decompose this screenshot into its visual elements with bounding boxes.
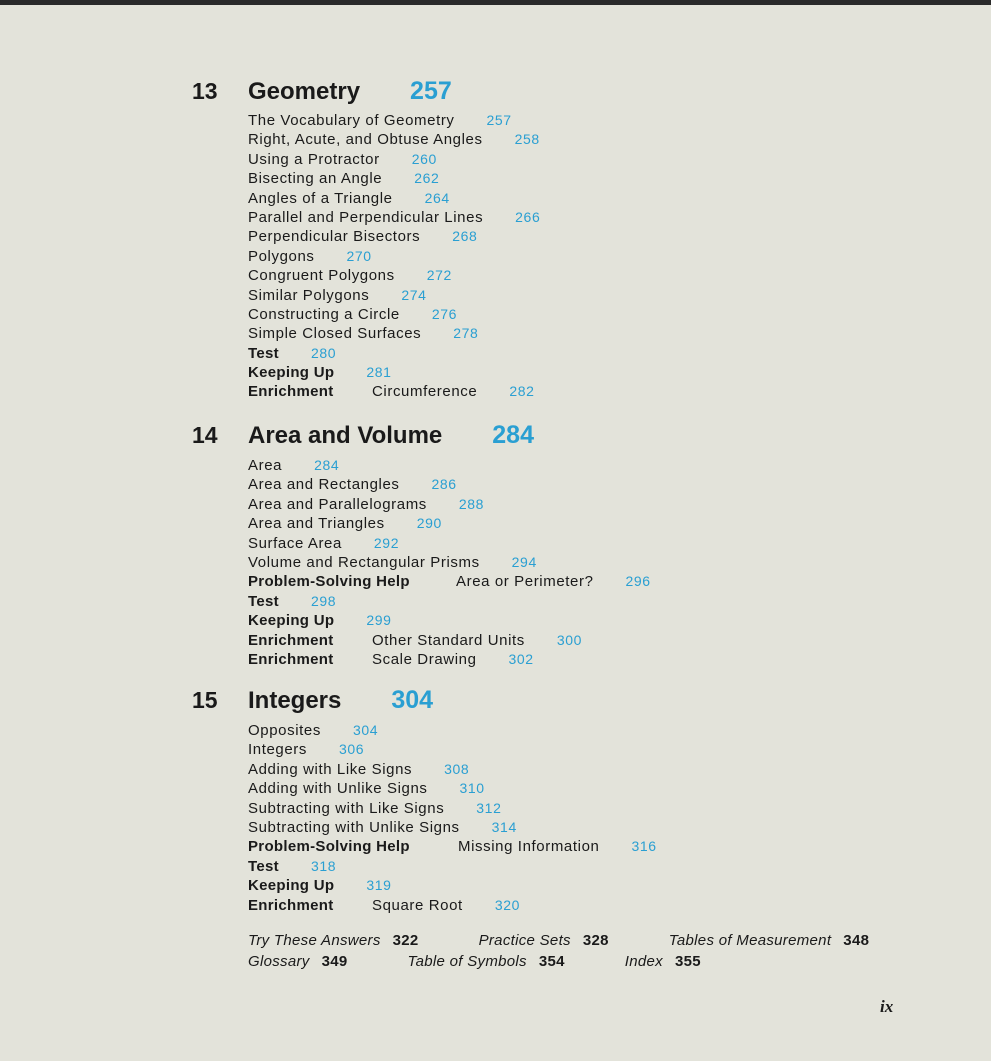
toc-entry[interactable] [248, 534, 537, 553]
entry-page[interactable]: 264 [424, 189, 450, 206]
entry-label: Subtracting with Unlike Signs [248, 818, 460, 836]
toc-entry[interactable] [248, 514, 537, 533]
entry-label: Congruent Polygons [248, 267, 395, 285]
toc-entry[interactable] [248, 631, 583, 650]
toc-entry[interactable] [248, 592, 537, 611]
entry-page[interactable]: 296 [625, 573, 651, 590]
entry-label: Surface Area [248, 534, 342, 552]
entry-label: Area and Parallelograms [248, 495, 427, 513]
toc-entry[interactable] [248, 150, 540, 169]
toc-entry[interactable] [248, 611, 537, 630]
toc-entry[interactable] [248, 475, 537, 494]
toc-entry[interactable] [248, 305, 540, 324]
toc-entry[interactable] [248, 740, 517, 759]
entry-label: Enrichment [248, 896, 334, 914]
back-matter-page[interactable]: 355 [674, 953, 701, 970]
toc-entry[interactable] [248, 189, 540, 208]
chapter-number: 14 [192, 422, 218, 448]
page-top-edge [0, 0, 991, 5]
chapter-number: 15 [192, 687, 218, 713]
entry-page[interactable]: 260 [411, 150, 437, 167]
entry-subtitle-text: Scale Drawing [372, 650, 477, 668]
entry-page[interactable]: 320 [494, 896, 520, 913]
entry-subtitle-text: Missing Information [458, 838, 600, 856]
entry-subtitle [372, 896, 520, 915]
entry-subtitle [372, 382, 535, 401]
back-matter-page[interactable]: 354 [538, 953, 565, 970]
toc-entry[interactable] [248, 286, 540, 305]
toc-entry[interactable] [248, 650, 537, 669]
entry-subtitle [372, 631, 582, 650]
entry-page[interactable]: 294 [511, 553, 537, 570]
toc-entry[interactable] [248, 363, 540, 382]
entry-label: The Vocabulary of Geometry [248, 112, 455, 129]
toc-entry[interactable] [248, 857, 517, 876]
entry-page[interactable]: 298 [310, 592, 337, 609]
back-matter-label[interactable]: Tables of Measurement [668, 932, 832, 949]
entry-page[interactable]: 270 [346, 247, 372, 264]
entry-label: Keeping Up [248, 364, 335, 382]
entry-page[interactable]: 304 [352, 722, 379, 738]
back-matter [248, 930, 929, 972]
toc-entry[interactable] [248, 876, 517, 895]
entry-label: Opposites [248, 722, 321, 739]
entry-page[interactable]: 299 [366, 612, 392, 629]
entry-page[interactable]: 258 [514, 131, 540, 148]
entry-label: Right, Acute, and Obtuse Angles [248, 131, 483, 149]
toc-entry[interactable] [248, 169, 540, 188]
back-matter-page[interactable]: 349 [321, 953, 348, 970]
entry-page[interactable]: 292 [373, 534, 400, 551]
entry-label: Enrichment [248, 383, 334, 401]
toc-entry[interactable] [248, 130, 540, 149]
entry-label: Adding with Unlike Signs [248, 780, 428, 798]
toc-entry[interactable] [248, 456, 537, 475]
entry-label: Adding with Like Signs [248, 760, 413, 778]
chapter-entries [248, 456, 651, 669]
entry-page[interactable]: 286 [431, 476, 457, 493]
back-matter-line [248, 951, 929, 972]
toc-entry[interactable] [248, 495, 537, 514]
toc-entry[interactable] [248, 896, 520, 915]
entry-subtitle-text: Other Standard Units [372, 631, 525, 649]
entry-page[interactable]: 308 [444, 760, 470, 777]
entry-label: Parallel and Perpendicular Lines [248, 208, 484, 226]
entry-subtitle-text: Circumference [372, 383, 478, 401]
entry-label: Constructing a Circle [248, 305, 400, 323]
toc-entry[interactable] [248, 572, 651, 591]
entry-page[interactable]: 318 [310, 857, 337, 874]
toc-entry[interactable] [248, 247, 540, 266]
entry-page[interactable]: 257 [486, 112, 512, 128]
back-matter-page[interactable]: 348 [843, 932, 870, 949]
entry-page[interactable]: 302 [508, 650, 534, 667]
back-matter-page[interactable]: 328 [582, 932, 609, 949]
entry-label: Subtracting with Like Signs [248, 799, 445, 817]
entry-label: Problem-Solving Help [248, 838, 410, 856]
toc-entry[interactable] [248, 760, 517, 779]
entry-page[interactable]: 282 [509, 383, 535, 400]
toc-entry[interactable] [248, 799, 517, 818]
entry-page[interactable]: 300 [556, 631, 583, 648]
entry-page[interactable]: 262 [414, 170, 440, 187]
toc-entry[interactable] [248, 382, 540, 401]
entry-page[interactable]: 280 [310, 344, 337, 361]
back-matter-page[interactable]: 322 [392, 932, 419, 949]
entry-label: Polygons [248, 247, 315, 265]
entry-subtitle [458, 837, 657, 856]
entry-page[interactable]: 276 [431, 305, 457, 322]
entry-page[interactable]: 316 [631, 838, 657, 855]
back-matter-line [248, 930, 929, 951]
entry-page[interactable]: 306 [339, 741, 365, 758]
chapter-page[interactable]: 304 [391, 686, 434, 714]
entry-label: Keeping Up [248, 877, 335, 895]
entry-label: Bisecting an Angle [248, 170, 383, 188]
entry-label: Integers [248, 741, 307, 759]
entry-page[interactable]: 288 [458, 495, 485, 512]
entry-page[interactable]: 284 [314, 457, 340, 473]
entry-label: Test [248, 857, 279, 875]
entry-label: Angles of a Triangle [248, 189, 393, 207]
entry-label: Volume and Rectangular Prisms [248, 553, 480, 571]
entry-page[interactable]: 278 [453, 325, 479, 342]
chapter-title [248, 420, 534, 451]
back-matter-label[interactable]: Index [624, 953, 663, 970]
entry-page[interactable]: 319 [366, 877, 392, 894]
toc-entry[interactable] [248, 818, 517, 837]
toc-entry[interactable] [248, 553, 537, 572]
entry-label: Enrichment [248, 631, 334, 649]
toc-entry[interactable] [248, 266, 540, 285]
chapter-title [248, 685, 433, 716]
entry-subtitle-text: Area or Perimeter? [456, 573, 594, 591]
back-matter-label[interactable]: Practice Sets [478, 932, 571, 949]
entry-page[interactable]: 266 [515, 208, 541, 225]
chapter-entries [248, 721, 657, 915]
entry-label: Perpendicular Bisectors [248, 228, 421, 246]
entry-label: Problem-Solving Help [248, 573, 410, 591]
entry-subtitle [372, 650, 534, 669]
chapter-page[interactable]: 284 [492, 421, 534, 449]
chapter-title-text: Geometry [248, 78, 361, 105]
entry-page[interactable]: 272 [426, 267, 452, 284]
back-matter-label[interactable]: Try These Answers [248, 932, 381, 949]
entry-label: Test [248, 592, 279, 610]
toc-entry[interactable] [248, 779, 517, 798]
entry-label: Area and Rectangles [248, 476, 400, 494]
entry-subtitle [456, 572, 651, 591]
entry-label: Similar Polygons [248, 286, 370, 304]
chapter-title-text: Area and Volume [248, 422, 443, 449]
entry-subtitle-text: Square Root [372, 896, 463, 914]
entry-label: Area [248, 457, 283, 474]
entry-page[interactable]: 268 [452, 228, 478, 245]
entry-label: Simple Closed Surfaces [248, 325, 422, 343]
entry-label: Using a Protractor [248, 150, 380, 168]
toc-entry[interactable] [248, 721, 517, 740]
chapter-number: 13 [192, 78, 218, 104]
page-number: ix [880, 997, 894, 1016]
toc-entry[interactable] [248, 837, 657, 856]
toc-entry[interactable] [248, 208, 540, 227]
entry-label: Area and Triangles [248, 515, 385, 533]
toc-entry[interactable] [248, 344, 540, 363]
entry-page[interactable]: 310 [459, 780, 485, 797]
chapter-page[interactable]: 257 [410, 77, 452, 105]
entry-label: Keeping Up [248, 612, 335, 630]
back-matter-label[interactable]: Table of Symbols [407, 953, 527, 970]
toc-entry[interactable] [248, 227, 540, 246]
entry-page[interactable]: 290 [416, 515, 442, 532]
toc-entry[interactable] [248, 111, 540, 130]
toc-entry[interactable] [248, 324, 540, 343]
entry-label: Test [248, 344, 279, 362]
chapter-entries [248, 111, 540, 402]
chapter-title-text: Integers [248, 687, 342, 714]
entry-page[interactable]: 281 [366, 364, 392, 381]
entry-page[interactable]: 312 [476, 799, 502, 816]
entry-label: Enrichment [248, 650, 334, 668]
back-matter-label[interactable]: Glossary [248, 953, 310, 970]
entry-page[interactable]: 274 [401, 286, 427, 303]
entry-page[interactable]: 314 [491, 818, 517, 835]
chapter-title [248, 76, 452, 107]
